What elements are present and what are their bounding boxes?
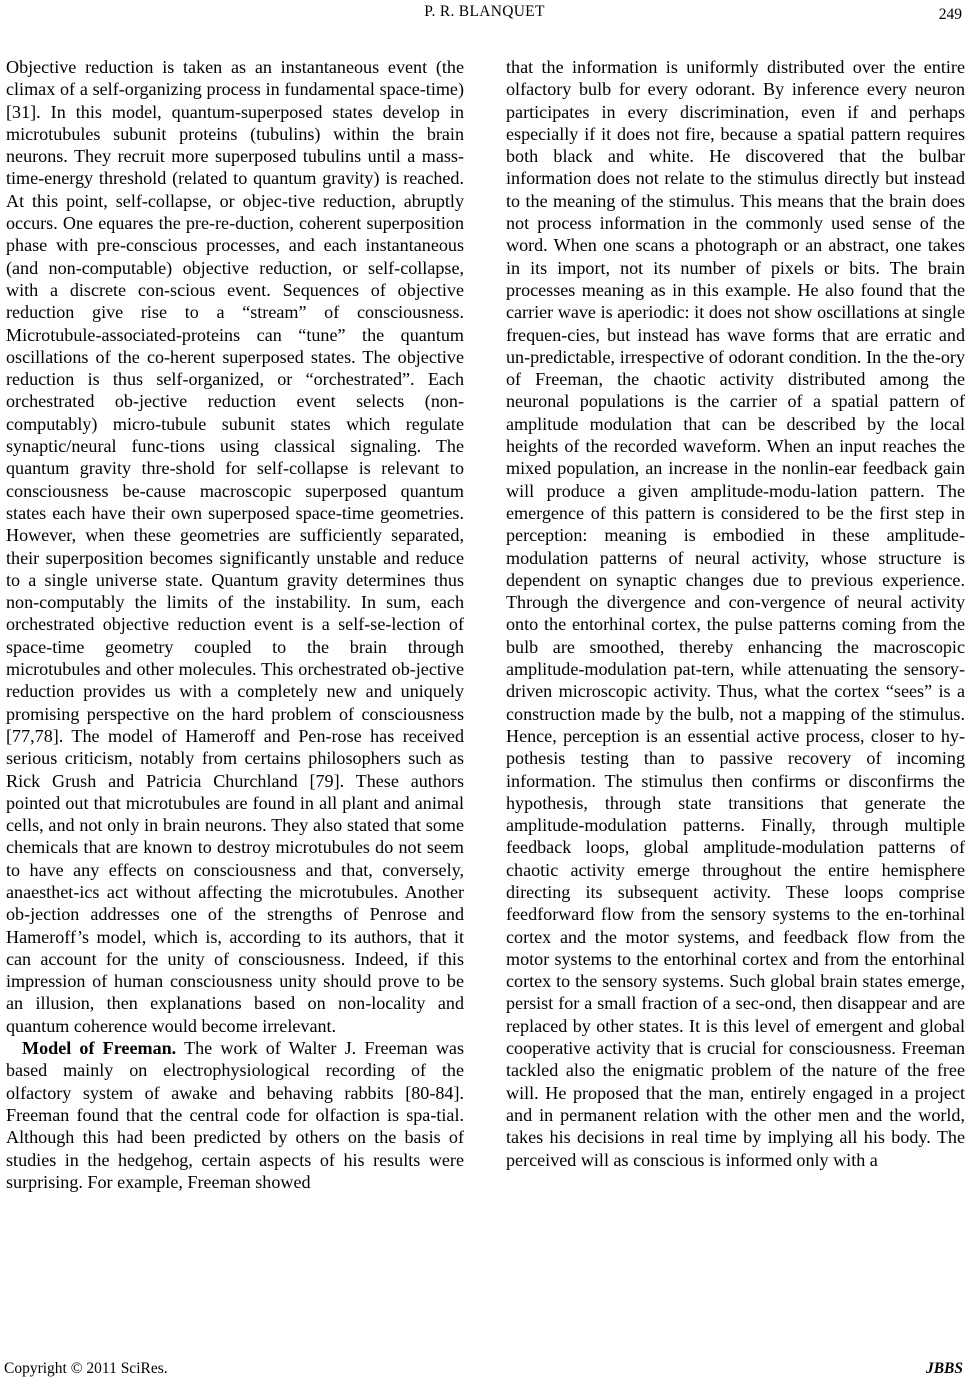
running-head-author: P. R. BLANQUET: [424, 3, 545, 20]
page-number: 249: [938, 6, 962, 23]
left-column: [6, 56, 464, 1193]
body-paragraph: Objective reduction is taken as an instantaneous event (the climax of a self-organizing process in fundamental space-time) [31]. In this model, quantum-superposed states develop in microtubules subunit proteins (tubulins) within the brain neurons. They recruit more superposed tubulins until a mass-time-energy threshold (related to quantum gravity) is reached. At this point, self-collapse, or objec-tive reduction, abruptly occurs. One equares the pre-re-duction, coherent superposition phase with pre-conscious processes, and each instantaneous (and non-computable) objective reduction, or self-collapse, with a discrete con-scious event. Sequences of objective reduction give rise to a “stream” of consciousness. Microtubule-associated-proteins can “tune” the quantum oscillations of the co-herent superposed states. The objective reduction is thus self-organized, or “orchestrated”. Each orchestrated ob-jective reduction event selects (non-computably) micro-tubule subunit states which regulate synaptic/neural func-tions using classical signaling. The quantum gravity thre-shold for self-collapse is relevant to consciousness be-cause macroscopic superposed quantum states each have their own superposed space-time geometries. However, when these geometries are sufficiently separated, their superposition becomes significantly unstable and reduce to a single universe state. Quantum gravity determines thus non-computably the limits of the instability. In sum, each orchestrated objective reduction event is a self-se-lection of space-time geometry coupled to the brain through microtubules and other molecules. This orchestrated ob-jective reduction provides us with a completely new and uniquely promising perspective on the hard problem of consciousness [77,78]. The model of Hameroff and Pen-rose has received serious criticism, notably from certains philosophers such as Rick Grush and Patricia Churchland [79]. These authors pointed out that microtubules are found in all plant and animal cells, and not only in brain neurons. They also stated that some chemicals that are known to destroy microtubules do not seem to have any effects on consciousness and that, conversely, anaesthet-ics act without affecting the microtubules. Another ob-jection addresses one of the strengths of Penrose and Hameroff’s model, which is, according to its authors, that it can account for the unity of consciousness. Indeed, if this impression of human consciousness unity should prove to be an illusion, then explanations based on non-locality and quantum coherence would become irrelevant.: [6, 57, 464, 1036]
running-head: [0, 3, 969, 25]
journal-abbreviation: JBBS: [925, 1360, 963, 1377]
body-paragraph-freeman: [6, 1037, 464, 1193]
right-column: [506, 56, 965, 1171]
copyright-notice: Copyright © 2011 SciRes.: [4, 1360, 168, 1377]
page-footer: [0, 1360, 969, 1382]
section-run-in-heading: Model of Freeman.: [22, 1038, 177, 1059]
body-paragraph: that the information is uniformly distributed over the entire olfactory bulb for every odorant. By inference every neuron participates in every discrimination, even if and perhaps especially if it does not fire, because a spatial pattern requires both black and white. He discovered that the bulbar information does not relate to the stimulus directly but instead to the meaning of the stimulus. This means that the brain does not process information in the commonly used sense of the word. When one scans a photograph or an abstract, one takes in its import, not its number of pixels or bits. The brain processes meaning as in this example. He also found that the carrier wave is aperiodic: it does not show oscillations at single frequen-cies, but instead has wave forms that are erratic and un-predictable, irrespective of odorant condition. In the the-ory of Freeman, the chaotic activity distributed among the neuronal populations is the carrier of a spatial pattern of amplitude modulation that can be described by the local heights of the recorded waveform. When an input reaches the mixed population, an increase in the nonlin-ear feedback gain will produce a given amplitude-modu-lation pattern. The emergence of this pattern is considered to be the first step in perception: meaning is embodied in these amplitude-modulation patterns of neural activity, whose structure is dependent on synaptic changes due to previous experience. Through the divergence and con-vergence of neural activity onto the entorhinal cortex, the pulse patterns coming from the bulb are smoothed, thereby enhancing the macroscopic amplitude-modulation pat-tern, while attenuating the sensory-driven microscopic activity. Thus, what the cortex “sees” is a construction made by the bulb, not a mapping of the stimulus. Hence, perception is an essential active process, closer to hy-pothesis testing than to passive recovery of incoming information. The stimulus then confirms or disconfirms the hypothesis, through state transitions that generate the amplitude-modulation patterns. Finally, through multiple feedback loops, global amplitude-modulation patterns of chaotic activity emerge throughout the entire hemisphere directing its subsequent activity. These loops comprise feedforward flow from the sensory systems to the en-torhinal cortex and the motor systems, and feedback flow from the motor systems to the entorhinal cortex and from the entorhinal cortex to the sensory systems. Such global brain states emerge, persist for a small fraction of a sec-ond, then disappear and are replaced by other states. It is this level of emergent and global cooperative activity that is crucial for consciousness. Freeman tackled also the enigmatic problem of the nature of the free will. He proposed that the man, entirely engaged in a project and in permanent relation with the other men and the world, takes his decisions in real time by implying all his body. The perceived will as conscious is informed only with a: [506, 57, 965, 1170]
body-paragraph-text: The work of Walter J. Freeman was based mainly on electrophysiological recording of the olfactory system of awake and behaving rabbits [80-84]. Freeman found that the central code for olfaction is spa-tial. Although this had been predicted by others on the basis of studies in the hedgehog, certain aspects of his results were surprising. For example, Freeman showed: [6, 1038, 465, 1192]
